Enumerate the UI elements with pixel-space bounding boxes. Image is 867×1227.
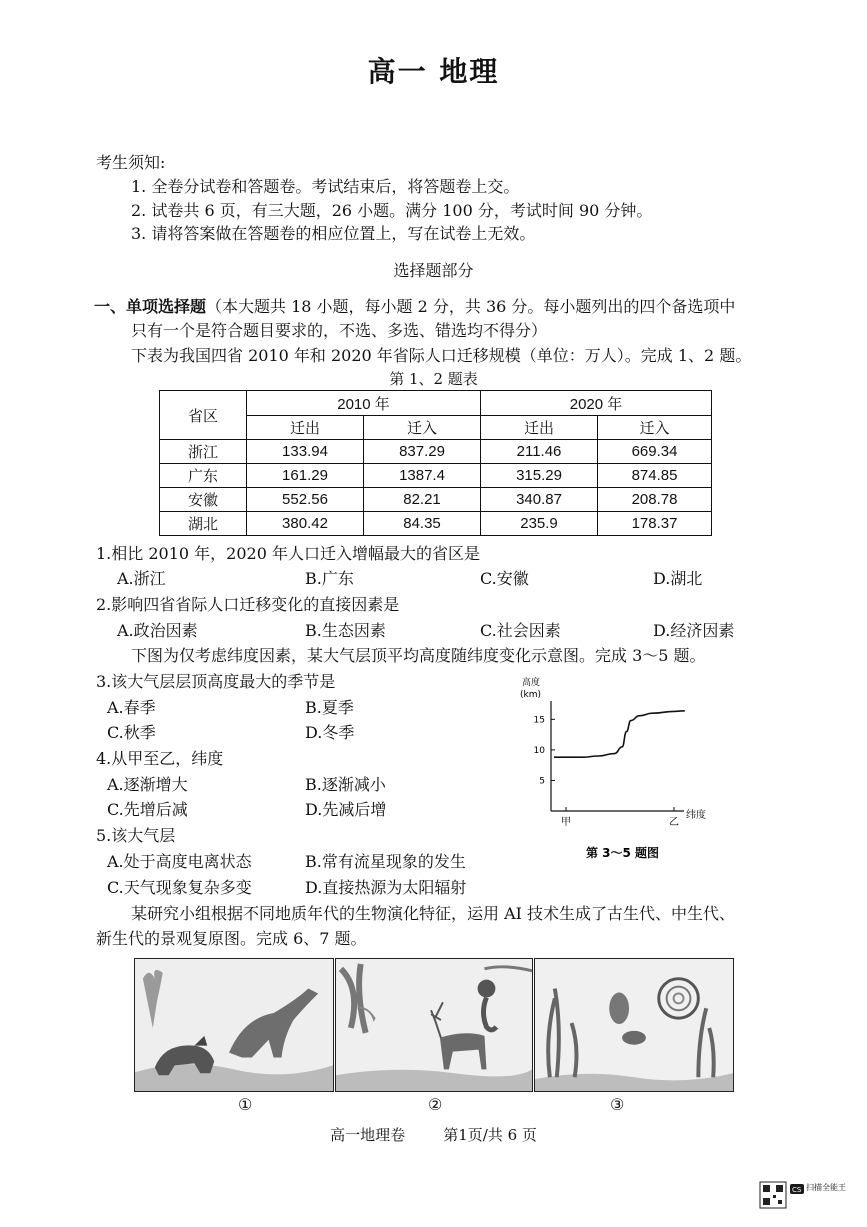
- notice-item-1: 1. 全卷分试卷和答题卷。考试结束后，将答题卷上交。: [131, 177, 520, 196]
- altitude-latitude-chart: [506, 676, 726, 866]
- chart-x-ticks: [561, 807, 679, 828]
- q1-stem: 1.相比 2010 年，2020 年人口迁入增幅最大的省区是: [96, 544, 480, 563]
- part1-heading: 一、单项选择题: [94, 297, 207, 316]
- picture-label-3: ③: [610, 1095, 625, 1114]
- q2-option-a: A.政治因素: [117, 621, 198, 640]
- part1-heading-line: [94, 294, 735, 317]
- cenozoic-deer-image: [335, 958, 533, 1092]
- paleozoic-sea-image: [534, 958, 734, 1092]
- part1-desc: （本大题共 18 小题，每小题 2 分，共 36 分。每小题列出的四个备选项中: [206, 297, 736, 316]
- intro-q1-2: 下表为我国四省 2010 年和 2020 年省际人口迁移规模（单位：万人）。完成 1、2 题。: [131, 346, 752, 365]
- chart-y-tick-label: 10: [533, 745, 545, 756]
- table-cell: 133.94: [247, 440, 364, 464]
- table-row: [160, 464, 712, 488]
- sub-header: 迁入: [598, 416, 712, 440]
- table-row: [160, 488, 712, 512]
- table-cell: 315.29: [481, 464, 598, 488]
- q3-option-c: C.秋季: [107, 723, 156, 742]
- province-header: 省区: [160, 391, 247, 440]
- q5-stem: 5.该大气层: [96, 826, 176, 845]
- table-cell: 340.87: [481, 488, 598, 512]
- table-cell: 208.78: [598, 488, 712, 512]
- q2-option-c: C.社会因素: [480, 621, 561, 640]
- q1-option-a: A.浙江: [117, 569, 166, 588]
- q4-option-b: B.逐渐减小: [305, 775, 386, 794]
- province-name: 安徽: [160, 488, 247, 512]
- q1-option-b: B.广东: [305, 569, 354, 588]
- table-row: [160, 512, 712, 536]
- intro-q3-5: 下图为仅考虑纬度因素，某大气层顶平均高度随纬度变化示意图。完成 3～5 题。: [131, 646, 706, 665]
- chart-y-tick-label: 15: [533, 715, 545, 726]
- q3-option-a: A.春季: [107, 698, 156, 717]
- q3-stem: 3.该大气层层顶高度最大的季节是: [96, 672, 336, 691]
- year-header-2010: 2010 年: [247, 391, 481, 416]
- table-cell: 552.56: [247, 488, 364, 512]
- chart-series-line: [554, 711, 685, 757]
- chart-ylabel: 高度: [522, 678, 541, 688]
- table-cell: 874.85: [598, 464, 712, 488]
- q4-option-c: C.先增后减: [107, 800, 188, 819]
- q5-option-d: D.直接热源为太阳辐射: [305, 878, 467, 897]
- intro-q6-7-line2: 新生代的景观复原图。完成 6、7 题。: [96, 929, 367, 948]
- chart-xlabel: 纬度: [686, 810, 706, 821]
- notice-item-2: 2. 试卷共 6 页，有三大题，26 小题。满分 100 分，考试时间 90 分钟。: [131, 201, 653, 220]
- chart-caption: 第 3～5 题图: [586, 846, 660, 860]
- q1-option-d: D.湖北: [653, 569, 703, 588]
- table-cell: 669.34: [598, 440, 712, 464]
- chart-svg: [506, 676, 726, 866]
- q5-option-a: A.处于高度电离状态: [107, 852, 252, 871]
- table-row: [160, 440, 712, 464]
- q5-option-b: B.常有流星现象的发生: [305, 852, 466, 871]
- q2-option-b: B.生态因素: [305, 621, 386, 640]
- chart-x-tick-label: 乙: [669, 817, 679, 828]
- section-title: 选择题部分: [393, 261, 474, 280]
- table-caption: 第 1、2 题表: [389, 370, 478, 388]
- province-name: 浙江: [160, 440, 247, 464]
- chart-x-tick-label: 甲: [561, 817, 571, 828]
- intro-q6-7-line1: 某研究小组根据不同地质年代的生物演化特征，运用 AI 技术生成了古生代、中生代、: [131, 904, 736, 923]
- sub-header: 迁入: [364, 416, 481, 440]
- svg-text:CS: CS: [792, 1186, 802, 1194]
- table-cell: 84.35: [364, 512, 481, 536]
- scanner-label: 扫描全能王: [806, 1183, 846, 1192]
- table-cell: 178.37: [598, 512, 712, 536]
- part1-desc-2: 只有一个是符合题目要求的，不选、多选、错选均不得分）: [131, 321, 548, 340]
- chart-y-tick-label: 5: [539, 776, 545, 787]
- q2-option-d: D.经济因素: [653, 621, 735, 640]
- table-cell: 211.46: [481, 440, 598, 464]
- sub-header: 迁出: [247, 416, 364, 440]
- table-cell: 235.9: [481, 512, 598, 536]
- page-title: 高一 地理: [367, 55, 500, 88]
- q4-option-d: D.先减后增: [305, 800, 387, 819]
- province-name: 广东: [160, 464, 247, 488]
- table-cell: 380.42: [247, 512, 364, 536]
- q2-stem: 2.影响四省省际人口迁移变化的直接因素是: [96, 595, 400, 614]
- notice-item-3: 3. 请将答案做在答题卷的相应位置上，写在试卷上无效。: [131, 224, 536, 243]
- table-cell: 1387.4: [364, 464, 481, 488]
- province-name: 湖北: [160, 512, 247, 536]
- year-header-2020: 2020 年: [481, 391, 712, 416]
- scanner-watermark: [758, 1180, 850, 1218]
- mesozoic-dinosaur-image: [134, 958, 334, 1092]
- q3-option-b: B.夏季: [305, 698, 354, 717]
- picture-label-2: ②: [428, 1095, 443, 1114]
- picture-label-1: ①: [238, 1095, 253, 1114]
- table-cell: 82.21: [364, 488, 481, 512]
- chart-y-ticks: [534, 715, 555, 786]
- page-footer: 高一地理卷 第1页/共 6 页: [330, 1126, 537, 1144]
- q5-option-c: C.天气现象复杂多变: [107, 878, 252, 897]
- q3-option-d: D.冬季: [305, 723, 355, 742]
- chart-yunit: (km): [520, 690, 542, 700]
- table-cell: 161.29: [247, 464, 364, 488]
- q4-stem: 4.从甲至乙，纬度: [96, 749, 224, 768]
- q1-option-c: C.安徽: [480, 569, 529, 588]
- q4-option-a: A.逐渐增大: [107, 775, 188, 794]
- table-cell: 837.29: [364, 440, 481, 464]
- migration-table: [159, 390, 712, 536]
- notice-heading: 考生须知:: [96, 153, 166, 172]
- sub-header: 迁出: [481, 416, 598, 440]
